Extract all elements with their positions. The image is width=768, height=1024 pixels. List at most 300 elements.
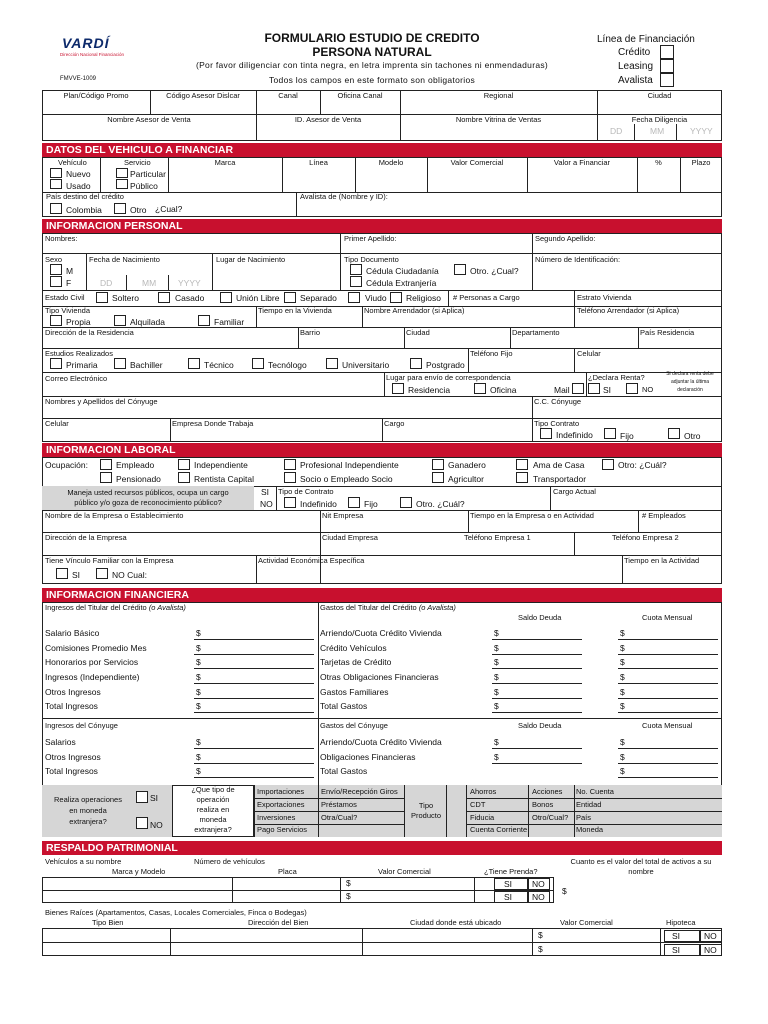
primaria-label: Primaria xyxy=(66,360,98,370)
familiar-checkbox[interactable] xyxy=(198,315,210,326)
publico-checkbox[interactable] xyxy=(116,179,128,189)
otro-pais-checkbox[interactable] xyxy=(114,203,126,214)
estado-civil-label: Estado Civil xyxy=(45,293,85,302)
tipo-contrato-conyuge-label: Tipo Contrato xyxy=(534,419,580,428)
contrato-fijo-label: Fijo xyxy=(364,499,378,509)
ciudad-empresa-field[interactable]: Ciudad Empresa xyxy=(322,533,378,542)
gasto-label: Arriendo/Cuota Crédito Vivienda xyxy=(320,628,442,638)
nombre-arrendador-field[interactable]: Nombre Arrendador (si Aplica) xyxy=(364,306,465,315)
bachiller-checkbox[interactable] xyxy=(114,358,126,369)
gasto-conyuge-label: Obligaciones Financieras xyxy=(320,752,416,762)
tiene-prenda-header: ¿Tiene Prenda? xyxy=(484,867,538,876)
leasing-checkbox[interactable] xyxy=(660,59,674,73)
envio-mail-checkbox[interactable] xyxy=(572,383,584,394)
primaria-checkbox[interactable] xyxy=(50,358,62,369)
valor-comercial-field[interactable]: Valor Comercial xyxy=(450,158,504,167)
realiza-op-line3: extranjera? xyxy=(69,817,107,826)
nuevo-checkbox[interactable] xyxy=(50,168,62,178)
credito-checkbox[interactable] xyxy=(660,45,674,59)
property-value[interactable]: $ xyxy=(538,944,543,954)
asesor-code-field[interactable]: Código Asesor Dislcar xyxy=(166,91,240,100)
financing-line-label: Línea de Financiación xyxy=(597,34,695,45)
placa-header: Placa xyxy=(278,867,297,876)
sexo-m-checkbox[interactable] xyxy=(50,264,62,275)
transportador-checkbox[interactable] xyxy=(516,472,528,483)
pct-field[interactable]: % xyxy=(655,158,662,167)
field-underline xyxy=(194,777,314,778)
pensionado-checkbox[interactable] xyxy=(100,472,112,483)
cedula-extranjeria-checkbox[interactable] xyxy=(350,276,362,287)
universitario-label: Universitario xyxy=(342,360,390,370)
property-value[interactable]: $ xyxy=(538,930,543,940)
tipo-producto-line1: Tipo xyxy=(418,801,434,810)
tel-arrendador-field[interactable]: Teléfono Arrendador (si Aplica) xyxy=(577,306,680,315)
gasto-conyuge-cuota[interactable]: $ xyxy=(620,752,625,762)
cedula-ciudadania-label: Cédula Ciudadanía xyxy=(366,266,439,276)
separado-checkbox[interactable] xyxy=(284,292,296,303)
direccion-residencia-field[interactable]: Dirección de la Residencia xyxy=(45,328,134,337)
sexo-m-label: M xyxy=(66,266,74,276)
marca-modelo-header: Marca y Modelo xyxy=(112,867,166,876)
renta-note-1: Si declara renta debe xyxy=(666,371,714,377)
product-option[interactable]: Cuenta Corriente xyxy=(470,825,528,834)
grid-divider xyxy=(446,785,447,837)
soltero-checkbox[interactable] xyxy=(96,292,108,303)
renta-no-label: NO xyxy=(642,385,654,394)
valor-financiar-field[interactable]: Valor a Financiar xyxy=(553,158,611,167)
moneda-si-label: SI xyxy=(150,793,159,803)
ingreso-conyuge-label: Salarios xyxy=(45,737,76,747)
independiente-checkbox[interactable] xyxy=(178,459,190,470)
linea-field[interactable]: Línea xyxy=(309,158,328,167)
publicos-no-label: NO xyxy=(260,499,273,509)
field-underline xyxy=(618,639,718,640)
tipo-producto-line2: Producto xyxy=(410,811,442,820)
ganadero-checkbox[interactable] xyxy=(432,459,444,470)
otro-ocupacion-label: Otro: ¿Cuál? xyxy=(618,460,667,470)
vinculo-no-checkbox[interactable] xyxy=(96,568,108,579)
moneda-no-checkbox[interactable] xyxy=(136,817,148,829)
cedula-ciudadania-checkbox[interactable] xyxy=(350,264,362,275)
saldo-deuda-conyuge-header: Saldo Deuda xyxy=(518,721,562,730)
gasto-saldo[interactable]: $ xyxy=(494,672,499,682)
que-tipo-line5: extranjera? xyxy=(194,825,232,834)
plan-code-field[interactable]: Plan/Código Promo xyxy=(63,91,129,100)
gasto-conyuge-saldo[interactable]: $ xyxy=(494,752,499,762)
field-underline xyxy=(492,763,582,764)
rentista-checkbox[interactable] xyxy=(178,472,190,483)
account-field[interactable]: País xyxy=(576,813,592,822)
ciudad-field[interactable]: Ciudad xyxy=(647,91,672,100)
gasto-saldo[interactable]: $ xyxy=(494,657,499,667)
num-vehiculos-label: Número de vehículos xyxy=(194,857,265,866)
ama-casa-label: Ama de Casa xyxy=(533,460,585,470)
gasto-label: Gastos Familiares xyxy=(320,687,389,697)
dir-empresa-field[interactable]: Dirección de la Empresa xyxy=(45,533,127,542)
que-tipo-line1: ¿Que tipo de xyxy=(191,785,235,794)
gasto-saldo[interactable]: $ xyxy=(494,701,499,711)
conyuge-field[interactable]: Nombres y Apellidos del Cónyuge xyxy=(45,397,158,406)
field-underline xyxy=(194,763,314,764)
product-option[interactable]: Fiducia xyxy=(470,813,495,822)
cargo-actual-field[interactable]: Cargo Actual xyxy=(553,487,596,496)
leasing-label: Leasing xyxy=(618,61,654,72)
ama-casa-checkbox[interactable] xyxy=(516,459,528,470)
field-underline xyxy=(194,668,314,669)
gasto-cuota[interactable]: $ xyxy=(620,687,625,697)
section-financiera: INFORMACION FINANCIERA xyxy=(42,588,722,602)
product-option[interactable]: Acciones xyxy=(532,787,563,796)
field-underline xyxy=(194,748,314,749)
estrato-field[interactable]: Estrato Vivienda xyxy=(577,293,632,302)
contrato-indefinido-checkbox[interactable] xyxy=(284,497,296,508)
fecha-diligencia-label: Fecha Diligencia xyxy=(631,115,688,124)
gasto-label: Total Gastos xyxy=(320,701,368,711)
account-field[interactable]: Moneda xyxy=(576,825,604,834)
modelo-field[interactable]: Modelo xyxy=(378,158,404,167)
field-underline xyxy=(618,683,718,684)
hipoteca-header: Hipoteca xyxy=(666,918,696,927)
marca-field[interactable]: Marca xyxy=(214,158,236,167)
total-activos-currency[interactable]: $ xyxy=(562,886,567,896)
section-patrimonial: RESPALDO PATRIMONIAL xyxy=(42,841,722,855)
operation-option[interactable]: Exportaciones xyxy=(257,800,305,809)
credito-label: Crédito xyxy=(618,47,651,58)
renta-si-checkbox[interactable] xyxy=(588,383,600,394)
product-option[interactable]: Bonos xyxy=(532,800,554,809)
vehiculos-nombre-label: Vehículos a su nombre xyxy=(45,857,122,866)
section-laboral: INFORMACION LABORAL xyxy=(42,443,722,457)
declara-renta-label: ¿Declara Renta? xyxy=(588,373,645,382)
cual-pais-field[interactable]: ¿Cual? xyxy=(155,204,183,214)
field-underline xyxy=(492,654,582,655)
gasto-saldo[interactable]: $ xyxy=(494,687,499,697)
tipo-contrato-label: Tipo de Contrato xyxy=(278,487,334,496)
prenda-no-label: NO xyxy=(532,892,545,902)
postgrado-checkbox[interactable] xyxy=(410,358,422,369)
field-underline xyxy=(492,748,582,749)
postgrado-label: Postgrado xyxy=(426,360,465,370)
field-underline xyxy=(618,712,718,713)
personas-cargo-field[interactable]: # Personas a Cargo xyxy=(453,293,520,302)
tecnico-label: Técnico xyxy=(204,360,234,370)
ganadero-label: Ganadero xyxy=(448,460,486,470)
cc-conyuge-field[interactable]: C.C. Cónyuge xyxy=(534,397,582,406)
socio-checkbox[interactable] xyxy=(284,472,296,483)
otro-pais-label: Otro xyxy=(130,205,147,215)
lugar-envio-label: Lugar para envío de correspondencia xyxy=(386,373,511,382)
familiar-label: Familiar xyxy=(214,317,245,327)
total-activos-line1: Cuanto es el valor del total de activos a su xyxy=(570,857,712,866)
operation-option[interactable]: Inversiones xyxy=(257,813,296,822)
empresa-conyuge-field[interactable]: Empresa Donde Trabaja xyxy=(172,419,254,428)
propia-label: Propia xyxy=(66,317,91,327)
nac-yyyy[interactable]: YYYY xyxy=(178,278,201,288)
tecnologo-label: Tecnólogo xyxy=(268,360,307,370)
field-underline xyxy=(194,698,314,699)
field-underline xyxy=(618,668,718,669)
actividad-field[interactable]: Actividad Económica Específica xyxy=(258,556,365,565)
cuota-mensual-header: Cuota Mensual xyxy=(642,613,693,622)
field-underline xyxy=(492,683,582,684)
gasto-cuota[interactable]: $ xyxy=(620,701,625,711)
que-tipo-line2: operación xyxy=(196,795,230,804)
field-underline xyxy=(194,654,314,655)
gasto-conyuge-saldo[interactable]: $ xyxy=(494,737,499,747)
product-option[interactable]: Otro/Cual? xyxy=(532,813,569,822)
brand-subtitle: Dirección Nacional Financiación xyxy=(60,52,125,57)
tel-fijo-field[interactable]: Teléfono Fijo xyxy=(470,349,513,358)
bienes-raices-label: Bienes Raíces (Apartamentos, Casas, Locales Comerciales, Finca o Bodegas) xyxy=(45,908,307,917)
empleado-label: Empleado xyxy=(116,460,155,470)
ingreso-conyuge-value[interactable]: $ xyxy=(196,752,201,762)
otro-ocupacion-checkbox[interactable] xyxy=(602,459,614,470)
gasto-label: Tarjetas de Crédito xyxy=(320,657,392,667)
prenda-si-label: SI xyxy=(504,879,513,889)
segundo-apellido-field[interactable]: Segundo Apellido: xyxy=(535,234,596,243)
alquilada-label: Alquilada xyxy=(130,317,165,327)
account-field[interactable]: Entidad xyxy=(576,800,602,809)
particular-label: Particular xyxy=(130,169,166,179)
nuevo-label: Nuevo xyxy=(66,169,91,179)
hipoteca-si-checkbox[interactable] xyxy=(664,930,700,942)
usado-checkbox[interactable] xyxy=(50,179,62,189)
renta-si-label: SI xyxy=(603,385,612,395)
gasto-conyuge-cuota[interactable]: $ xyxy=(620,737,625,747)
field-underline xyxy=(618,777,718,778)
vehicle-value[interactable]: $ xyxy=(346,878,351,888)
gasto-cuota[interactable]: $ xyxy=(620,643,625,653)
nac-dd[interactable]: DD xyxy=(100,278,113,288)
gasto-conyuge-label: Arriendo/Cuota Crédito Vivienda xyxy=(320,737,442,747)
ingreso-label: Honorarios por Servicios xyxy=(45,657,139,667)
vinculo-si-checkbox[interactable] xyxy=(56,568,68,579)
field-underline xyxy=(492,668,582,669)
colombia-checkbox[interactable] xyxy=(50,203,62,214)
primer-apellido-field[interactable]: Primer Apellido: xyxy=(344,234,397,243)
ingreso-value[interactable]: $ xyxy=(196,643,201,653)
nac-mm[interactable]: MM xyxy=(142,278,157,288)
field-underline xyxy=(618,763,718,764)
union-libre-label: Unión Libre xyxy=(236,293,280,303)
departamento-field[interactable]: Departamento xyxy=(512,328,560,337)
gasto-saldo[interactable]: $ xyxy=(494,643,499,653)
fecha-dd[interactable]: DD xyxy=(610,126,623,136)
field-underline xyxy=(194,639,314,640)
total-activos-line2: nombre xyxy=(628,867,654,876)
propia-checkbox[interactable] xyxy=(50,315,62,326)
conyuge-fijo-checkbox[interactable] xyxy=(604,428,616,439)
vitrina-field[interactable]: Nombre Vitrina de Ventas xyxy=(455,115,542,124)
operation-option[interactable]: Envío/Recepción Giros xyxy=(321,787,398,796)
envio-residencia-checkbox[interactable] xyxy=(392,383,404,394)
colombia-label: Colombia xyxy=(66,205,102,215)
realiza-op-line2: en moneda xyxy=(69,806,107,815)
tipo-vivienda-label: Tipo Vivienda xyxy=(45,306,91,315)
ingreso-label: Salario Básico xyxy=(45,628,100,638)
gasto-conyuge-label: Total Gastos xyxy=(320,766,368,776)
brand-logo: VARDÍ xyxy=(62,35,110,51)
ciudad-residencia-field[interactable]: Ciudad xyxy=(406,328,430,337)
nombres-field[interactable]: Nombres: xyxy=(45,234,78,243)
gastos-titular-label: Gastos del Titular del Crédito (o Avalista) xyxy=(320,603,456,612)
field-underline xyxy=(492,639,582,640)
transportador-label: Transportador xyxy=(533,474,587,484)
fecha-yyyy[interactable]: YYYY xyxy=(690,126,713,136)
prenda-no-label: NO xyxy=(532,879,545,889)
profesional-label: Profesional Independiente xyxy=(300,460,399,470)
agricultor-checkbox[interactable] xyxy=(432,472,444,483)
field-underline xyxy=(618,748,718,749)
tel-empresa2-field[interactable]: Teléfono Empresa 2 xyxy=(612,533,679,542)
moneda-no-label: NO xyxy=(150,820,163,830)
asesor-name-field[interactable]: Nombre Asesor de Venta xyxy=(107,115,191,124)
realiza-op-line1: Realiza operaciones xyxy=(54,795,122,804)
lugar-nacimiento-field[interactable]: Lugar de Nacimiento xyxy=(216,255,286,264)
ingreso-value[interactable]: $ xyxy=(196,672,201,682)
cargo-conyuge-field[interactable]: Cargo xyxy=(384,419,405,428)
casado-label: Casado xyxy=(175,293,205,303)
operation-option[interactable]: Otra/Cual? xyxy=(321,813,358,822)
usado-label: Usado xyxy=(66,181,91,191)
operation-option[interactable]: Pago Servicios xyxy=(257,825,308,834)
viudo-checkbox[interactable] xyxy=(348,292,360,303)
hipoteca-si-checkbox[interactable] xyxy=(664,944,700,956)
canal-field[interactable]: Canal xyxy=(278,91,298,100)
empleado-checkbox[interactable] xyxy=(100,459,112,470)
envio-oficina-checkbox[interactable] xyxy=(474,383,486,394)
nombre-empresa-field[interactable]: Nombre de la Empresa o Establecimiento xyxy=(45,511,184,520)
grid-divider xyxy=(404,785,405,837)
num-identificacion-field[interactable]: Número de Identificación: xyxy=(535,255,621,264)
product-option[interactable]: CDT xyxy=(470,800,486,809)
plazo-field[interactable]: Plazo xyxy=(691,158,711,167)
asesor-id-field[interactable]: ID. Asesor de Venta xyxy=(294,115,362,124)
ingreso-conyuge-label: Otros Ingresos xyxy=(45,752,101,762)
estudios-label: Estudios Realizados xyxy=(45,349,113,358)
cuota-mensual-conyuge-header: Cuota Mensual xyxy=(642,721,693,730)
grid-divider xyxy=(254,811,404,812)
avalista-de-field[interactable]: Avalista de (Nombre y ID): xyxy=(300,192,388,201)
ingreso-conyuge-value[interactable]: $ xyxy=(196,737,201,747)
renta-note-2: adjuntar la última xyxy=(670,379,710,385)
gasto-cuota[interactable]: $ xyxy=(620,657,625,667)
section-vehiculo: DATOS DEL VEHICULO A FINANCIAR xyxy=(42,143,722,157)
ocupacion-label: Ocupación: xyxy=(45,460,88,470)
envio-mail-label: Mail xyxy=(554,385,570,395)
tecnico-checkbox[interactable] xyxy=(188,358,200,369)
tel-empresa1-field[interactable]: Teléfono Empresa 1 xyxy=(464,533,531,542)
ingreso-value[interactable]: $ xyxy=(196,657,201,667)
ingreso-value[interactable]: $ xyxy=(196,701,201,711)
valor-comercial-header: Valor Comercial xyxy=(378,867,431,876)
recursos-publicos-line2: público y/o goza de reconocimiento público? xyxy=(74,498,222,507)
servicio-label: Servicio xyxy=(124,158,151,167)
alquilada-checkbox[interactable] xyxy=(114,315,126,326)
religioso-checkbox[interactable] xyxy=(390,292,402,303)
operation-option[interactable]: Importaciones xyxy=(257,787,305,796)
nit-empresa-field[interactable]: Nit Empresa xyxy=(322,511,364,520)
tecnologo-checkbox[interactable] xyxy=(252,358,264,369)
ingreso-value[interactable]: $ xyxy=(196,687,201,697)
ingresos-titular-label: Ingresos del Titular del Crédito (o Avalista) xyxy=(45,603,186,612)
tiempo-vivienda-field[interactable]: Tiempo en la Vivienda xyxy=(258,306,332,315)
oficina-canal-field[interactable]: Oficina Canal xyxy=(337,91,383,100)
envio-oficina-label: Oficina xyxy=(490,385,517,395)
product-option[interactable]: Ahorros xyxy=(470,787,497,796)
grid-divider xyxy=(254,798,404,799)
renta-no-checkbox[interactable] xyxy=(626,383,638,394)
mandatory-note: Todos los campos en este formato son obligatorios xyxy=(268,75,476,85)
vinculo-no-label: NO Cual: xyxy=(112,570,147,580)
rentista-label: Rentista Capital xyxy=(194,474,255,484)
casado-checkbox[interactable] xyxy=(158,292,170,303)
avalista-checkbox[interactable] xyxy=(660,73,674,87)
otro-doc-checkbox[interactable] xyxy=(454,264,466,275)
union-libre-checkbox[interactable] xyxy=(220,292,232,303)
pais-residencia-field[interactable]: País Residencia xyxy=(640,328,695,337)
ingreso-value[interactable]: $ xyxy=(196,628,201,638)
sexo-label: Sexo xyxy=(45,255,63,264)
fecha-nacimiento-label: Fecha de Nacimiento xyxy=(89,255,160,264)
conyuge-otro-checkbox[interactable] xyxy=(668,428,680,439)
hipoteca-si-label: SI xyxy=(672,931,681,941)
celular-field[interactable]: Celular xyxy=(577,349,601,358)
tiempo-empresa-field[interactable]: Tiempo en la Empresa o en Actividad xyxy=(470,511,594,520)
correo-field[interactable]: Correo Electrónico xyxy=(45,374,108,383)
ciudad-bien-header: Ciudad donde está ubicado xyxy=(410,918,502,927)
operation-option[interactable]: Préstamos xyxy=(321,800,357,809)
gasto-cuota[interactable]: $ xyxy=(620,672,625,682)
hipoteca-no-label: NO xyxy=(704,945,717,955)
avalista-label: Avalista xyxy=(618,75,653,86)
gasto-saldo[interactable]: $ xyxy=(494,628,499,638)
contrato-fijo-checkbox[interactable] xyxy=(348,497,360,508)
vehicle-value[interactable]: $ xyxy=(346,891,351,901)
num-empleados-field[interactable]: # Empleados xyxy=(642,511,686,520)
vehiculo-label: Vehículo xyxy=(58,158,87,167)
universitario-checkbox[interactable] xyxy=(326,358,338,369)
barrio-field[interactable]: Barrio xyxy=(300,328,321,337)
conyuge-fijo-label: Fijo xyxy=(620,431,634,441)
account-field[interactable]: No. Cuenta xyxy=(576,787,614,796)
ingresos-conyuge-label: Ingresos del Cónyuge xyxy=(45,721,118,730)
profesional-checkbox[interactable] xyxy=(284,459,296,470)
page-title: FORMULARIO ESTUDIO DE CREDITO xyxy=(264,31,480,45)
contrato-otro-checkbox[interactable] xyxy=(400,497,412,508)
agricultor-label: Agricultor xyxy=(448,474,484,484)
grid-divider xyxy=(254,824,404,825)
celular-conyuge-field[interactable]: Celular xyxy=(45,419,69,428)
field-underline xyxy=(618,698,718,699)
fecha-mm[interactable]: MM xyxy=(650,126,665,136)
direccion-bien-header: Dirección del Bien xyxy=(248,918,309,927)
tiempo-actividad-field[interactable]: Tiempo en la Actividad xyxy=(624,556,700,565)
regional-field[interactable]: Regional xyxy=(483,91,514,100)
ingreso-conyuge-value[interactable]: $ xyxy=(196,766,201,776)
tipo-bien-header: Tipo Bien xyxy=(92,918,124,927)
particular-checkbox[interactable] xyxy=(116,168,128,178)
conyuge-indefinido-checkbox[interactable] xyxy=(540,428,552,439)
independiente-label: Independiente xyxy=(194,460,248,470)
gasto-label: Crédito Vehículos xyxy=(320,643,387,653)
gasto-cuota[interactable]: $ xyxy=(620,628,625,638)
gasto-conyuge-cuota[interactable]: $ xyxy=(620,766,625,776)
moneda-si-checkbox[interactable] xyxy=(136,791,148,803)
socio-label: Socio o Empleado Socio xyxy=(300,474,393,484)
gasto-label: Otras Obligaciones Financieras xyxy=(320,672,439,682)
sexo-f-checkbox[interactable] xyxy=(50,276,62,287)
